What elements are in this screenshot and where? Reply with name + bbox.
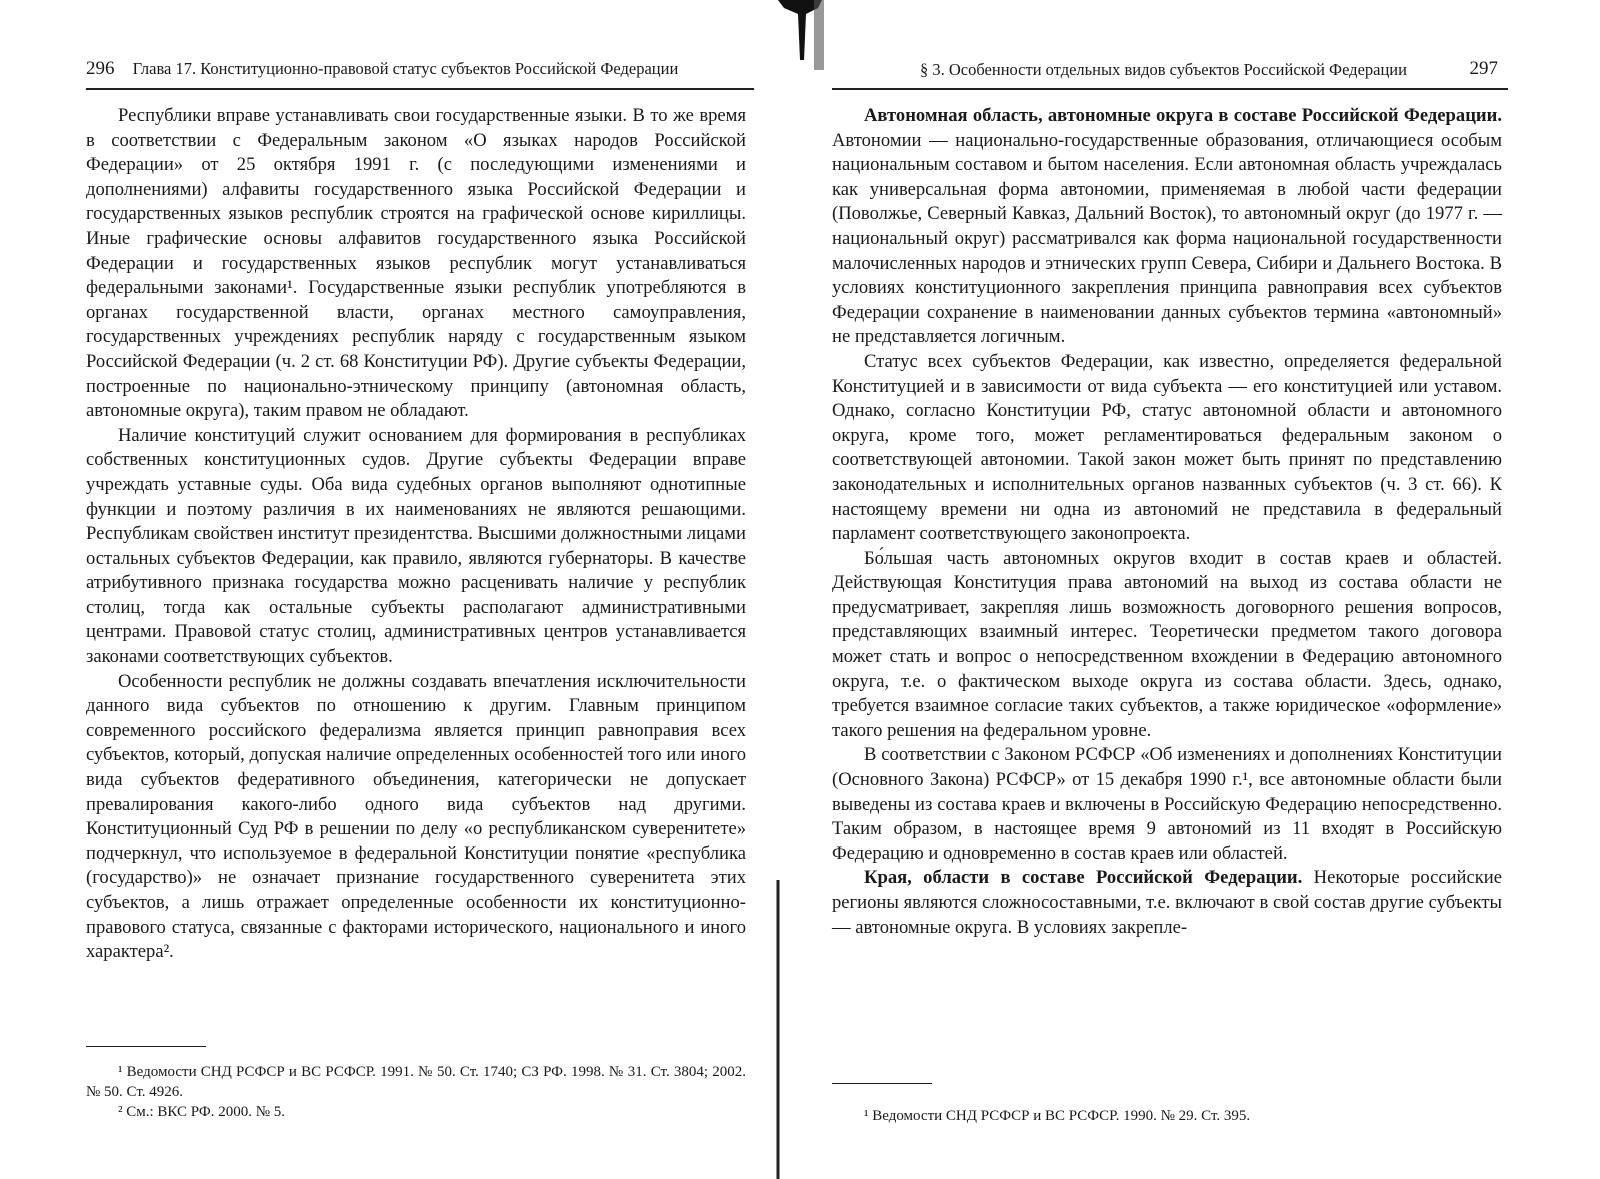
right-section-4 [832, 743, 1502, 866]
right-footnote-1: ¹ Ведомости СНД РСФСР и ВС РСФСР. 1990. № 29. Ст. 395. [864, 1108, 1251, 1124]
right-section-3-text: Бо́льшая часть автономных округов входит в состав краев и областей. Действующая Конституция права автономий на выход из состава области не предусматривает, закрепляя лишь возможность договорного решения вопросов, представляющих взаимный интерес. Теоретически предметом такого договора может стать и вопрос о непосредственном вхождении в Федерацию автономного округа, т.е. о фактическом выходе округа из состава области. Здесь, однако, требуется взаимное согласие таких субъектов, а также юридическое «оформление» такого решения на федеральном уровне. [832, 547, 1502, 741]
left-paragraph-1: Республики вправе устанавливать свои государственные языки. В то же время в соответствии с Федеральным законом «О языках народов Российской Федерации» от 25 октября 1991 г. (с последующими изменениями и дополнениями) алфавиты государственного языка Российской Федерации и государственных языков республик строятся на графической основе кириллицы. Иные графические основы алфавитов государственного языка Российской Федерации и государственных языков республик могут устанавливаться федеральными законами¹. Государственные языки республик употребляются в органах государственной власти, органах местного самоуправления, государственных учреждениях республик наряду с государственным языком Российской Федерации (ч. 2 ст. 68 Конституции РФ). Другие субъекты Федерации, построенные по национально-этническому принципу (автономная область, автономные округа), таким правом не обладают. [86, 105, 746, 422]
right-section-5-text: Некоторые российские регионы являются сложносоставными, т.е. включают в свой состав другие субъекты — автономные округа. В условиях закрепле- [832, 867, 1502, 938]
right-section-5 [832, 866, 1502, 940]
right-body-text [832, 104, 1502, 940]
left-paragraph-2: Наличие конституций служит основанием для формирования в республиках собственных конституционных судов. Другие субъекты Федерации вправе учреждать уставные суды. Оба вида судебных органов выполняют однотипные функции и поэтому различия в их наименованиях не являются решающими. Республикам свойствен институт президентства. Высшими должностными лицами остальных субъектов Федерации, как правило, являются губернаторы. В качестве атрибутивного признака государства можно расценивать наличие у республик столиц, тогда как остальные субъекты располагают административными центрами. Правовой статус столиц, административных центров устанавливается законами соответствующих субъектов. [86, 424, 746, 668]
left-page-number: 296 [86, 58, 115, 79]
left-footnote-2: ² См.: ВКС РФ. 2000. № 5. [118, 1104, 286, 1120]
left-header-rule [86, 88, 754, 90]
left-running-head [86, 58, 754, 84]
right-footnotes [832, 1106, 1502, 1126]
right-section-1-text: Автономии — национально-государственные образования, отличающиеся особым национальным составом и бытом населения. Если автономная область учреждалась как универсальная форма автономии, применяемая в любой части федерации (Поволжье, Северный Кавказ, Дальний Восток), то автономный округ (до 1977 г. — национальный округ) рассматривался как форма национальной государственности малочисленных народов и этнических групп Севера, Сибири и Дальнего Востока. В условиях конституционного закрепления принципа равноправия всех субъектов Федерации сохранение в наименовании данных субъектов термина «автономный» не представляется логичным. [832, 129, 1502, 348]
left-footnote-rule [86, 1046, 206, 1047]
right-page [822, 0, 1600, 1179]
right-running-head [832, 58, 1508, 84]
right-footnote-rule [832, 1083, 932, 1084]
right-header-rule [832, 88, 1508, 90]
right-running-head-title: § 3. Особенности отдельных видов субъектов Российской Федерации [920, 60, 1407, 79]
right-page-number: 297 [1469, 58, 1498, 79]
right-section-1 [832, 104, 1502, 350]
left-paragraph-3: Особенности республик не должны создавать впечатления исключительности данного вида субъектов по отношению к другим. Главным принципом современного российского федерализма является принцип равноправия всех субъектов, который, допуская наличие определенных особенностей того или иного вида субъектов федеративного объединения, категорически не допускает превалирования какого-либо одного вида субъектов над другими. Конституционный Суд РФ в решении по делу «о республиканском суверенитете» подчеркнул, что используемое в федеральной Конституции понятие «республика (государство)» не означает признание государственного суверенитета этих субъектов, а лишь отражает определенные особенности их конституционно-правового статуса, связанные с факторами исторического, национального и иного характера². [86, 670, 746, 963]
right-section-4-text: В соответствии с Законом РСФСР «Об изменениях и дополнениях Конституции (Основного Закона) РСФСР» от 15 декабря 1990 г.¹, все автономные области были выведены из состава краев и включены в Российскую Федерацию непосредственно. Таким образом, в настоящее время 9 автономий из 11 входят в Российскую Федерацию и одновременно в состав краев или областей. [832, 744, 1502, 864]
right-section-1-heading: Автономная область, автономные округа в составе Российской Федерации. [864, 105, 1502, 126]
right-section-5-heading: Края, области в составе Российской Федерации. [864, 867, 1303, 889]
right-section-3 [832, 547, 1502, 744]
right-section-2 [832, 350, 1502, 547]
left-footnote-1: ¹ Ведомости СНД РСФСР и ВС РСФСР. 1991. № 50. Ст. 1740; СЗ РФ. 1998. № 31. Ст. 3804; 2002. № 50. Ст. 4926. [86, 1064, 746, 1100]
right-section-2-text: Статус всех субъектов Федерации, как известно, определяется федеральной Конституцией и в зависимости от вида субъекта — его конституцией или уставом. Однако, согласно Конституции РФ, статус автономной области и автономного округа, кроме того, может регламентироваться федеральным законом о соответствующей автономии. Такой закон может быть принят по представлению законодательных и исполнительных органов названных субъектов (ч. 3 ст. 66). К настоящему времени ни одна из автономий не представила в федеральный парламент соответствующего законопроекта. [832, 350, 1502, 545]
left-body-text [86, 104, 746, 965]
left-footnotes [86, 1062, 746, 1122]
left-page [0, 0, 790, 1179]
left-running-head-title: Глава 17. Конституционно-правовой статус субъектов Российской Федерации [132, 59, 679, 78]
